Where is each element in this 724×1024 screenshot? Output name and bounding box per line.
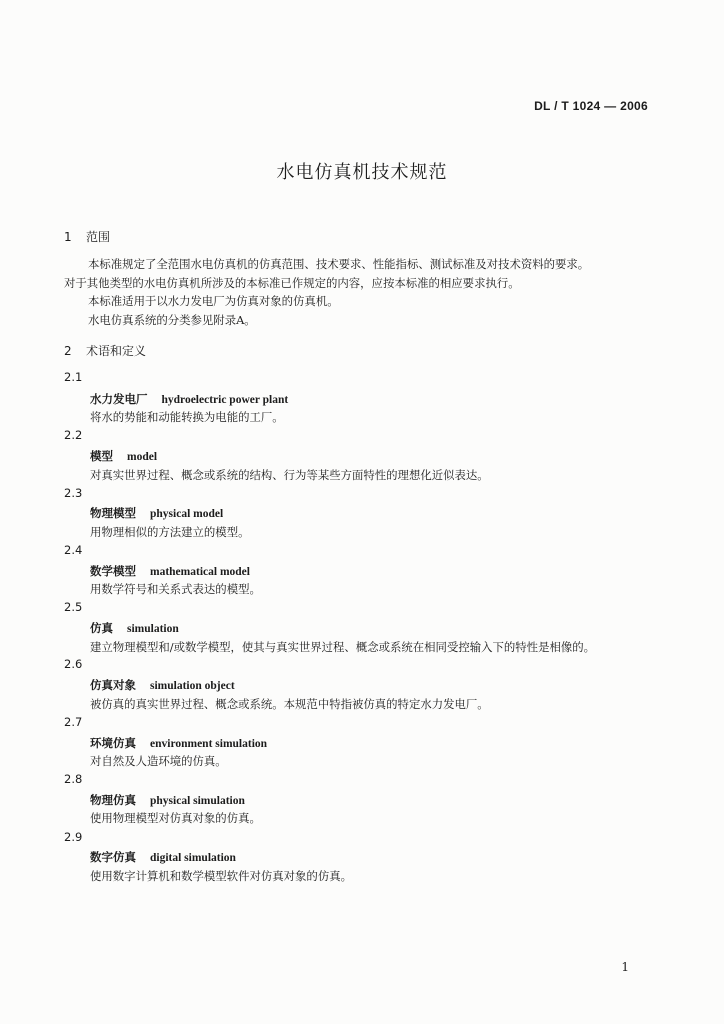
term-en: physical model xyxy=(150,508,224,520)
term-en: simulation xyxy=(127,623,179,635)
term-zh: 水力发电厂 xyxy=(90,392,148,406)
term-en: hydroelectric power plant xyxy=(161,394,289,406)
term-definition: 用物理相似的方法建立的模型。 xyxy=(90,525,250,539)
term-definition: 使用物理模型对仿真对象的仿真。 xyxy=(90,811,261,825)
section-1-heading xyxy=(64,228,110,245)
term-heading xyxy=(90,620,179,636)
page-number: 1 xyxy=(621,960,629,974)
term-en: model xyxy=(127,451,158,463)
term-zh: 物理模型 xyxy=(90,506,136,520)
term-number: 2.8 xyxy=(64,772,83,786)
term-heading xyxy=(90,792,245,808)
term-en: digital simulation xyxy=(150,852,236,864)
paragraph: 本标准规定了全范围水电仿真机的仿真范围、技术要求、性能指标、测试标准及对技术资料的要求。 xyxy=(88,257,590,271)
term-definition: 建立物理模型和/或数学模型，使其与真实世界过程、概念或系统在相同受控输入下的特性是相像的。 xyxy=(90,640,596,654)
paragraph: 水电仿真系统的分类参见附录A。 xyxy=(88,313,256,327)
section-title: 范围 xyxy=(86,230,111,244)
term-zh: 数字仿真 xyxy=(90,850,136,864)
term-number: 2.1 xyxy=(64,370,83,384)
document-title: 水电仿真机技术规范 xyxy=(276,162,448,183)
term-heading xyxy=(90,677,235,693)
term-definition: 用数学符号和关系式表达的模型。 xyxy=(90,582,261,596)
term-number: 2.5 xyxy=(64,600,83,614)
term-zh: 仿真 xyxy=(90,621,113,635)
term-zh: 环境仿真 xyxy=(90,736,136,750)
section-number: 2 xyxy=(64,344,72,358)
term-heading xyxy=(90,391,288,407)
term-definition: 被仿真的真实世界过程、概念或系统。本规范中特指被仿真的特定水力发电厂。 xyxy=(90,697,489,711)
term-en: mathematical model xyxy=(150,566,250,578)
standard-code: DL / T 1024 — 2006 xyxy=(534,99,648,113)
term-number: 2.6 xyxy=(64,657,83,671)
term-en: physical simulation xyxy=(150,795,245,807)
term-zh: 模型 xyxy=(90,449,113,463)
term-number: 2.2 xyxy=(64,428,83,442)
term-definition: 使用数字计算机和数学模型软件对仿真对象的仿真。 xyxy=(90,869,352,883)
term-en: environment simulation xyxy=(150,738,268,750)
term-number: 2.9 xyxy=(64,830,83,844)
term-definition: 对自然及人造环境的仿真。 xyxy=(90,754,227,768)
term-heading xyxy=(90,735,267,751)
section-2-heading xyxy=(64,342,146,359)
term-zh: 物理仿真 xyxy=(90,793,136,807)
paragraph: 本标准适用于以水力发电厂为仿真对象的仿真机。 xyxy=(88,294,339,308)
term-number: 2.7 xyxy=(64,715,83,729)
term-heading xyxy=(90,563,250,579)
term-number: 2.3 xyxy=(64,486,83,500)
term-definition: 对真实世界过程、概念或系统的结构、行为等某些方面特性的理想化近似表达。 xyxy=(90,468,489,482)
term-heading xyxy=(90,849,236,865)
section-title: 术语和定义 xyxy=(86,344,147,358)
paragraph: 对于其他类型的水电仿真机所涉及的本标准已作规定的内容，应按本标准的相应要求执行。 xyxy=(64,276,520,290)
term-number: 2.4 xyxy=(64,543,83,557)
term-zh: 数学模型 xyxy=(90,564,136,578)
term-heading xyxy=(90,505,223,521)
term-zh: 仿真对象 xyxy=(90,678,136,692)
term-heading xyxy=(90,448,157,464)
section-number: 1 xyxy=(64,230,72,244)
term-definition: 将水的势能和动能转换为电能的工厂。 xyxy=(90,410,284,424)
term-en: simulation object xyxy=(150,680,235,692)
